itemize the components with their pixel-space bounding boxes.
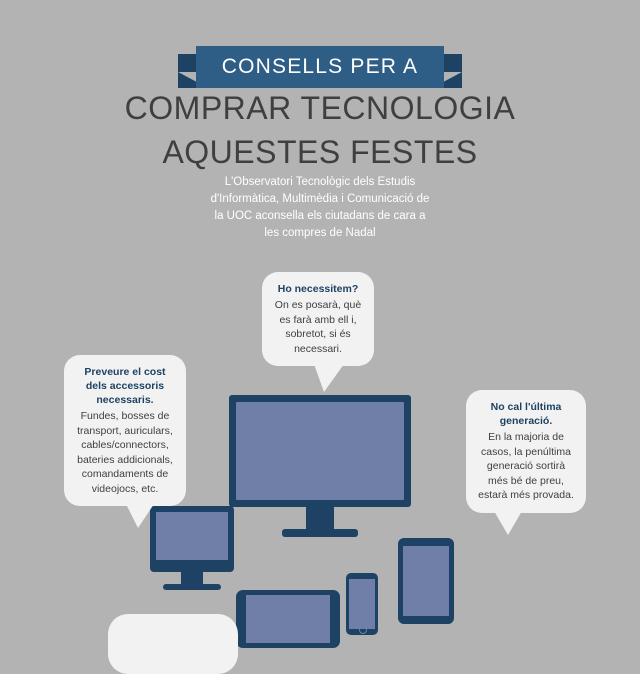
page-title-line2: AQUESTES FESTES xyxy=(162,134,478,170)
tip-bubble-ultima-generacio xyxy=(466,390,586,513)
page-subtitle-line3: la UOC aconsella els ciutadans de cara a xyxy=(214,210,426,222)
smartphone-home-button xyxy=(359,626,367,634)
tip-heading: No cal l'última generació. xyxy=(490,401,562,427)
banner xyxy=(0,24,640,88)
page-subtitle-line4: les compres de Nadal xyxy=(264,227,376,239)
page-subtitle-line1: L'Observatori Tecnològic dels Estudis xyxy=(224,176,416,188)
all-in-one-computer-icon xyxy=(150,506,234,572)
tip-bubble-cost-accessoris xyxy=(64,355,186,506)
desktop-monitor-icon xyxy=(229,395,411,507)
page-title-line1: COMPRAR TECNOLOGIA xyxy=(124,90,516,126)
desktop-monitor-base xyxy=(282,529,358,537)
smartphone-icon xyxy=(346,573,378,635)
all-in-one-base xyxy=(163,584,221,590)
tip-heading: Preveure el cost dels accessoris necessaris. xyxy=(84,366,166,406)
page-title xyxy=(0,86,640,174)
tablet-portrait-icon xyxy=(398,538,454,624)
all-in-one-screen xyxy=(156,512,228,560)
tablet-landscape-icon xyxy=(236,590,340,648)
banner-plate xyxy=(196,46,444,88)
page-subtitle xyxy=(0,174,640,242)
tip-body: Fundes, bosses de transport, auriculars, cables/connectors, bateries addicionals, comandaments de videojocs, etc. xyxy=(77,410,173,495)
tip-body: On es posarà, què es farà amb ell i, sobretot, si és necessari. xyxy=(274,299,362,355)
bubble-tail xyxy=(126,504,154,528)
bubble-tail xyxy=(314,364,344,392)
smartphone-screen xyxy=(349,579,375,629)
page-subtitle-line2: d'Informàtica, Multimèdia i Comunicació de xyxy=(210,193,430,205)
desktop-monitor-neck xyxy=(306,507,334,529)
tablet-landscape-screen xyxy=(246,595,330,643)
tablet-portrait-screen xyxy=(403,546,449,616)
all-in-one-neck xyxy=(181,572,203,584)
bubble-tail xyxy=(494,511,522,535)
tip-heading: Ho necessitem? xyxy=(277,283,359,295)
tip-bubble-ho-necessitem xyxy=(262,272,374,366)
banner-label: CONSELLS PER A xyxy=(221,55,419,78)
desktop-monitor-screen xyxy=(236,402,404,500)
tip-bubble-partial-bottom xyxy=(108,614,238,674)
tip-body: En la majoria de casos, la penúltima generació sortirà més bé de preu, estarà més provada. xyxy=(478,431,574,501)
